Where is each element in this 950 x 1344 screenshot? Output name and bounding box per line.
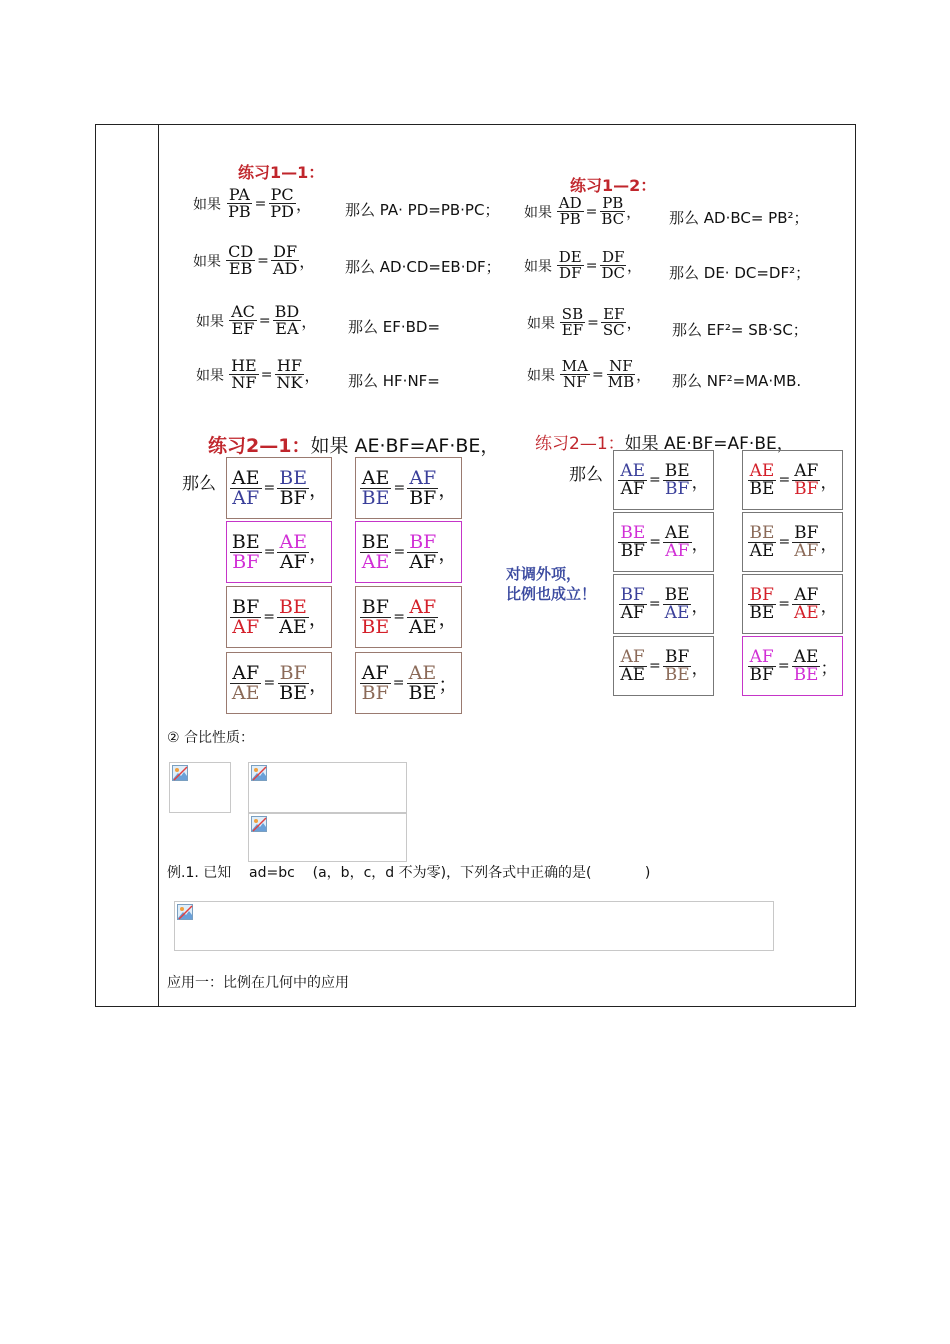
fraction-denominator: EF [561,321,584,340]
proportion-box: $\frac{AE}{AF}$ = $\frac{BE}{BF}$ ， [226,457,332,519]
proportion-box: $\frac{AF}{BF}$ = $\frac{AE}{BE}$ ； [355,652,462,714]
punct: ， [820,534,838,555]
fraction-numerator: AD [558,194,582,212]
ex1-row-2-right: 如果 $\frac{DE}{DF}$ = $\frac{DF}{DC}$ ， [524,248,643,283]
ex1-row-1-right: 如果 $\frac{AD}{PB}$ = $\frac{PB}{BC}$ ， [524,194,642,229]
fraction-numerator: SB [561,305,584,323]
example-question: 例.1. 已知 ad=bc (a，b，c，d 不为零)，下列各式中正确的是( ) [167,865,651,881]
fraction-denominator: NF [563,373,587,392]
ex1-row-2-conclusion: 那么 AD·CD=EB·DF； [345,258,501,276]
fraction-denominator: SC [602,321,625,340]
punct: ， [438,542,458,565]
punct: ， [309,673,329,696]
exercise-2-right-condition: 如果 AE·BF=AF·BE， [624,434,794,454]
application-heading: 应用一：比例在几何中的应用 [167,975,349,991]
ex1-row-1-conclusion: 那么 PA· PD=PB·PC； [345,201,500,219]
exercise-1-1-title: 练习1—1： [238,163,325,182]
ex1-row-3-right: 如果 $\frac{SB}{EF}$ = $\frac{EF}{SC}$ ， [527,305,642,340]
exercise-2-left-header [208,431,499,458]
swap-note-line-1: 对调外项， [506,565,582,583]
proportion-box: $\frac{AF}{AE}$ = $\frac{BF}{BE}$ ， [226,652,332,714]
proportion-box: $\frac{BE}{AE}$ = $\frac{BF}{AF}$ ， [742,512,843,572]
proportion-box: $\frac{AE}{BE}$ = $\frac{AF}{BF}$ ， [355,457,462,519]
section-heading: ② 合比性质： [167,730,255,746]
punct: ， [820,472,838,493]
proportion-box: $\frac{BF}{BE}$ = $\frac{AF}{AE}$ ， [355,586,462,648]
fraction-numerator: CD [228,242,254,261]
fraction-denominator: EB [228,259,253,279]
fraction-numerator: PA [228,185,250,204]
if-label: 如果 [527,315,555,332]
fraction-denominator: EF [231,319,255,339]
broken-image-icon [177,904,193,920]
broken-image-placeholder [169,762,231,813]
proportion-box: $\frac{AF}{BF}$ = $\frac{AE}{BE}$ ； [742,636,843,696]
fraction-numerator: HE [231,356,257,375]
fraction-denominator: PB [559,210,581,229]
fraction-denominator: PD [270,202,294,222]
exercise-2-left-condition: 如果 AE·BF=AF·BE， [310,435,500,457]
broken-image-icon [251,765,267,781]
punct: ， [691,596,709,617]
fraction-numerator: HF [276,356,302,375]
then-label-right: 那么 [569,465,603,485]
broken-image-icon [172,765,188,781]
fraction-denominator: MB [607,373,635,392]
fraction-denominator: NK [276,373,303,393]
proportion-box: $\frac{BF}{AF}$ = $\frac{BE}{AE}$ ， [613,574,714,634]
fraction-numerator: DE [558,248,582,266]
exercise-1-2-title: 练习1—2： [570,176,657,195]
punct: ， [438,607,458,630]
fraction-numerator: PB [602,194,624,212]
fraction-denominator: BC [601,210,625,229]
punct: ； [820,658,838,679]
fraction-denominator: AD [272,259,298,279]
proportion-box: $\frac{BE}{AE}$ = $\frac{BF}{AF}$ ， [355,521,462,583]
ex1-row-1-right-conclusion: 那么 AD·BC= PB²； [669,209,809,227]
if-label: 如果 [524,204,552,221]
fraction-numerator: NF [609,357,633,375]
punct: ， [309,478,329,501]
table-column-divider [158,124,159,1007]
if-label: 如果 [193,253,221,270]
punct: ， [438,478,458,501]
ex1-row-2-left: 如果 $\frac{CD}{EB}$ = $\frac{DF}{AD}$ ， [193,242,316,279]
punct: ； [438,673,458,696]
ex1-row-4-right: 如果 $\frac{MA}{NF}$ = $\frac{NF}{MB}$ ， [527,357,652,392]
exercise-2-right-title: 练习2—1： [535,434,625,454]
ex1-row-4-right-conclusion: 那么 NF²=MA·MB. [672,372,802,390]
exercise-2-left-title: 练习2—1： [208,435,311,457]
ex1-row-4-left: 如果 $\frac{HE}{NF}$ = $\frac{HF}{NK}$ ， [196,356,321,393]
fraction-numerator: BD [274,302,300,321]
fraction-numerator: DF [602,248,625,266]
broken-image-placeholder [174,901,774,951]
ex1-row-3-right-conclusion: 那么 EF²= SB·SC； [672,321,808,339]
fraction-numerator: DF [273,242,298,261]
punct: ， [309,542,329,565]
if-label: 如果 [524,258,552,275]
fraction-numerator: AC [231,302,255,321]
fraction-numerator: MA [561,357,588,375]
punct: ， [820,596,838,617]
broken-image-icon [251,816,267,832]
punct: ， [691,534,709,555]
fraction-numerator: EF [603,305,625,323]
proportion-box: $\frac{BF}{AF}$ = $\frac{BE}{AE}$ ， [226,586,332,648]
fraction-denominator: EA [275,319,299,339]
ex1-row-1-left: 如果 $\frac{PA}{PB}$ = $\frac{PC}{PD}$ ， [193,185,312,222]
if-label: 如果 [196,313,224,330]
if-label: 如果 [527,367,555,384]
fraction-numerator: PC [270,185,294,204]
proportion-box: $\frac{BE}{BF}$ = $\frac{AE}{AF}$ ， [613,512,714,572]
if-label: 如果 [193,196,221,213]
fraction-denominator: NF [231,373,257,393]
if-label: 如果 [196,367,224,384]
punct: ， [691,472,709,493]
proportion-box: $\frac{AE}{AF}$ = $\frac{BE}{BF}$ ， [613,450,714,510]
proportion-box: $\frac{AE}{BE}$ = $\frac{AF}{BF}$ ， [742,450,843,510]
broken-image-placeholder [248,762,407,813]
proportion-box: $\frac{BE}{BF}$ = $\frac{AE}{AF}$ ， [226,521,332,583]
then-label-left: 那么 [182,474,216,494]
broken-image-placeholder [248,813,407,862]
ex1-row-3-left: 如果 $\frac{AC}{EF}$ = $\frac{BD}{EA}$ ， [196,302,318,339]
fraction-denominator: DC [601,264,626,283]
ex1-row-4-conclusion: 那么 HF·NF= [348,372,440,390]
fraction-denominator: PB [228,202,251,222]
proportion-box: $\frac{BF}{BE}$ = $\frac{AF}{AE}$ ， [742,574,843,634]
punct: ， [308,607,328,630]
ex1-row-3-conclusion: 那么 EF·BD= [348,318,441,336]
swap-note-line-2: 比例也成立！ [506,585,597,603]
ex1-row-2-right-conclusion: 那么 DE· DC=DF²； [669,264,811,282]
swap-note [506,564,596,604]
proportion-box: $\frac{AF}{AE}$ = $\frac{BF}{BE}$ ， [613,636,714,696]
punct: ， [691,658,709,679]
fraction-denominator: DF [559,264,582,283]
